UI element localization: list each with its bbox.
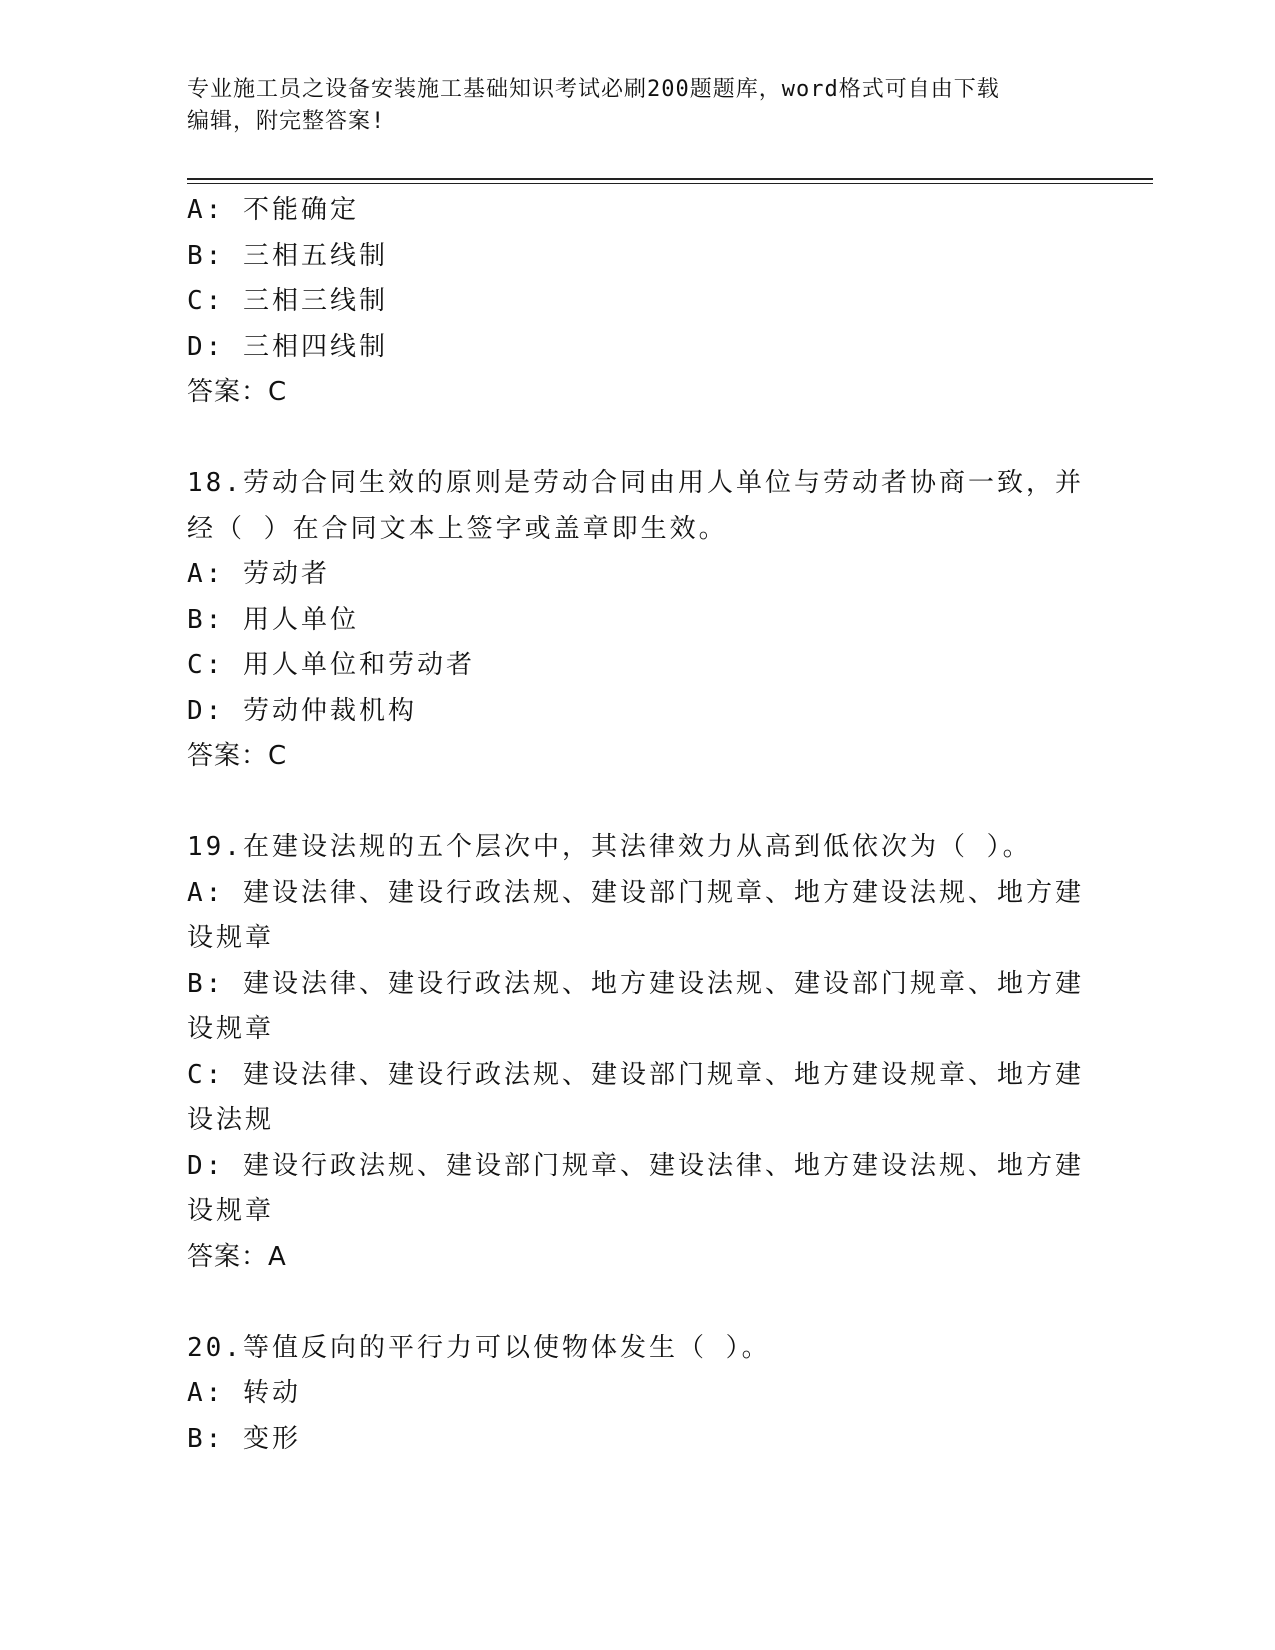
question-17 [187,188,1087,416]
header-divider [187,178,1153,184]
answer: 答案：C [187,741,288,771]
question-stem: 20.等值反向的平行力可以使物体发生（ ）。 [187,1332,771,1363]
header-line-1: 专业施工员之设备安装施工基础知识考试必刷200题题库，word格式可自由下载 [187,77,1000,102]
option-c: C: 建设法律、建设行政法规、建设部门规章、地方建设规章、地方建 [187,1059,1084,1090]
question-18 [187,461,1087,780]
question-list [187,188,1087,1462]
option-b-cont: 设规章 [187,1014,275,1044]
header-line-2: 编辑，附完整答案! [187,109,386,134]
option-c-cont: 设法规 [187,1105,275,1135]
option-d: D: 劳动仲裁机构 [187,695,417,726]
question-stem: 19.在建设法规的五个层次中，其法律效力从高到低依次为（ ）。 [187,832,1032,862]
document-header [187,74,1067,138]
option-c: C: 用人单位和劳动者 [187,650,475,680]
option-a: A: 劳动者 [187,559,330,589]
question-20 [187,1326,1087,1463]
option-b: B: 三相五线制 [187,240,388,271]
answer: 答案：A [187,1241,287,1272]
option-b: B: 变形 [187,1423,301,1454]
option-b: B: 建设法律、建设行政法规、地方建设法规、建设部门规章、地方建 [187,968,1084,999]
question-19 [187,825,1087,1280]
answer: 答案：C [187,377,288,407]
option-a-cont: 设规章 [187,923,275,953]
option-d: D: 建设行政法规、建设部门规章、建设法律、地方建设法规、地方建 [187,1150,1084,1181]
option-a: A: 不能确定 [187,195,359,225]
option-c: C: 三相三线制 [187,286,388,316]
option-b: B: 用人单位 [187,604,359,635]
question-stem: 经（ ）在合同文本上签字或盖章即生效。 [187,513,728,544]
option-d-cont: 设规章 [187,1196,275,1226]
option-a: A: 转动 [187,1378,301,1408]
option-a: A: 建设法律、建设行政法规、建设部门规章、地方建设法规、地方建 [187,877,1084,908]
question-stem: 18.劳动合同生效的原则是劳动合同由用人单位与劳动者协商一致，并 [187,468,1084,498]
option-d: D: 三相四线制 [187,331,388,362]
